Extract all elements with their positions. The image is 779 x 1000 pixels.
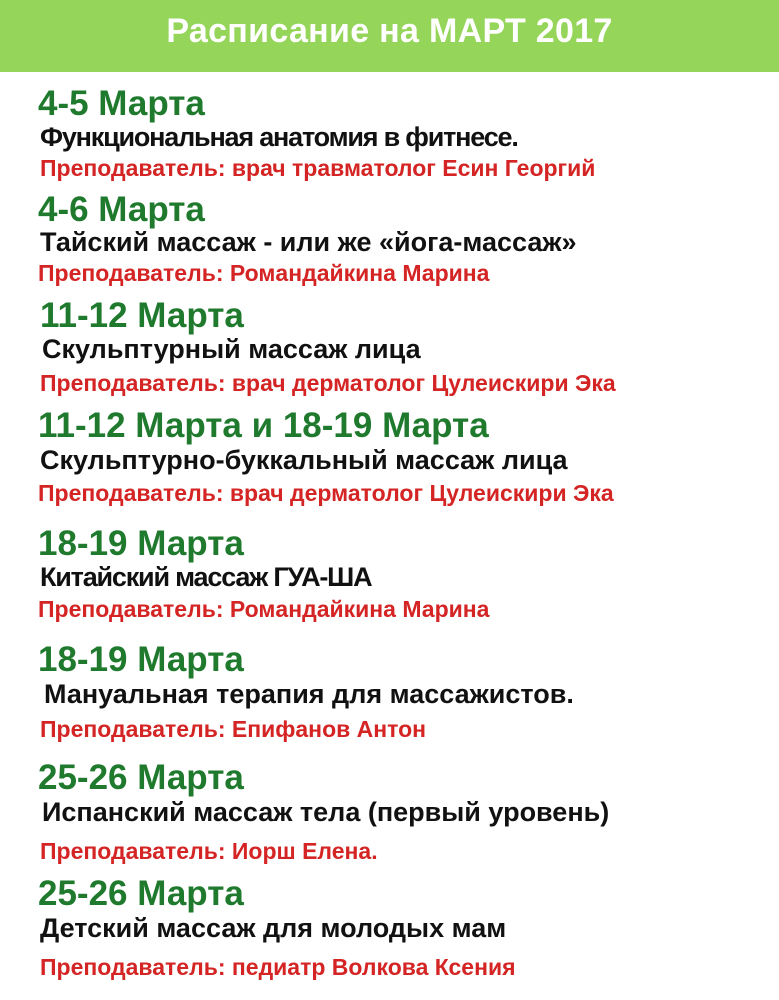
event-course: Тайский массаж - или же «йога-массаж» — [40, 227, 577, 257]
event-teacher: Преподаватель: Иорш Елена. — [40, 838, 378, 864]
header-banner — [0, 0, 779, 72]
event-date: 25-26 Марта — [38, 874, 244, 913]
event-course: Испанский массаж тела (первый уровень) — [42, 797, 610, 827]
event-course: Детский массаж для молодых мам — [40, 913, 507, 943]
event-teacher: Преподаватель: врач дерматолог Цулеискири Эка — [38, 480, 614, 506]
event-course: Скульптурный массаж лица — [42, 334, 421, 364]
event-teacher: Преподаватель: Ромaндайкина Марина — [38, 596, 490, 622]
event-teacher: Преподаватель: педиатр Волкова Ксения — [40, 954, 516, 980]
event-teacher: Преподаватель: Епифанов Антон — [40, 716, 427, 742]
event-course: Скульптурно-буккальный массаж лица — [40, 445, 568, 475]
event-course: Китайский массаж ГУА-ША — [40, 562, 372, 592]
event-date: 18-19 Марта — [38, 524, 244, 563]
page-title: Расписание на МАРТ 2017 — [166, 12, 613, 50]
event-teacher: Преподаватель: Ромaндайкина Марина — [38, 260, 490, 286]
event-course: Мануальная терапия для массажистов. — [44, 679, 574, 709]
event-course: Функциональная анатомия в фитнесе. — [40, 122, 518, 152]
event-date: 11-12 Марта и 18-19 Марта — [38, 406, 489, 445]
event-date: 18-19 Марта — [38, 640, 244, 679]
event-date: 25-26 Марта — [38, 758, 244, 797]
event-date: 11-12 Марта — [40, 296, 244, 335]
event-date: 4-6 Марта — [38, 190, 205, 229]
event-date: 4-5 Марта — [38, 84, 205, 123]
event-teacher: Преподаватель: врач дерматолог Цулеискири Эка — [40, 370, 616, 396]
event-teacher: Преподаватель: врач травматолог Есин Георгий — [40, 155, 596, 181]
